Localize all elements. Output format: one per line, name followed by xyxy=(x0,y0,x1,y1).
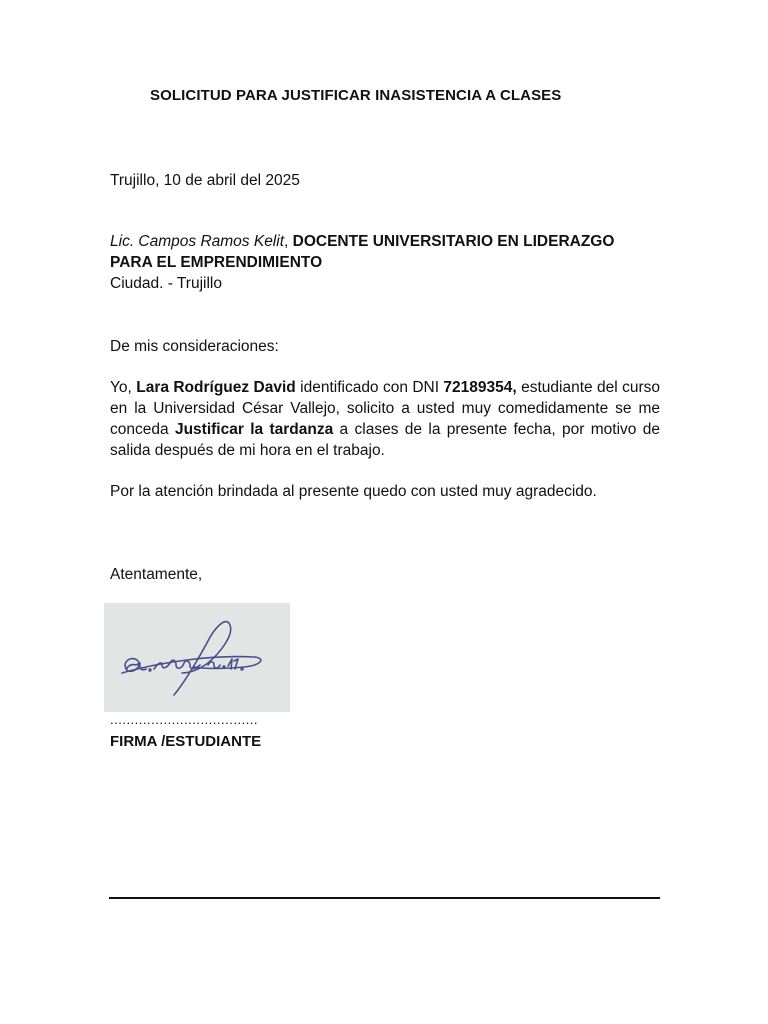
footer-divider xyxy=(109,897,660,899)
closing-line: Atentamente, xyxy=(110,566,203,583)
thanks-paragraph: Por la atención brindada al presente quedo con usted muy agradecido. xyxy=(110,483,597,500)
signature-label: FIRMA /ESTUDIANTE xyxy=(110,733,262,750)
student-dni: 72189354, xyxy=(443,379,517,396)
request-paragraph xyxy=(110,377,660,461)
signature-image xyxy=(104,603,290,712)
recipient-role: DOCENTE UNIVERSITARIO EN LIDERAZGO PARA EL EMPRENDIMIENTO xyxy=(110,233,615,271)
handwritten-signature xyxy=(104,603,290,712)
body-text-part-2: identificado con DNI xyxy=(295,379,444,396)
student-name: Lara Rodríguez David xyxy=(136,379,296,396)
request-phrase: Justificar la tardanza xyxy=(174,421,334,438)
recipient-block xyxy=(110,231,660,294)
body-text-part-1: Yo, xyxy=(110,379,137,396)
recipient-name: Lic. Campos Ramos Kelit xyxy=(110,233,285,250)
body-text-part-4: a clases de la presente fecha, por motivo de salida después de mi hora en el trabajo. xyxy=(110,421,660,459)
body-text-part-3: estudiante del curso en la Universidad César Vallejo, solicito a usted muy comedidamente se me conceda xyxy=(110,379,660,438)
greeting: De mis consideraciones: xyxy=(110,338,279,355)
recipient-city: Ciudad. - Trujillo xyxy=(110,275,222,292)
document-title: SOLICITUD PARA JUSTIFICAR INASISTENCIA A CLASES xyxy=(150,87,562,104)
recipient-separator: , xyxy=(284,233,293,250)
signature-line: .................................... xyxy=(110,712,259,727)
date-line: Trujillo, 10 de abril del 2025 xyxy=(110,172,300,189)
